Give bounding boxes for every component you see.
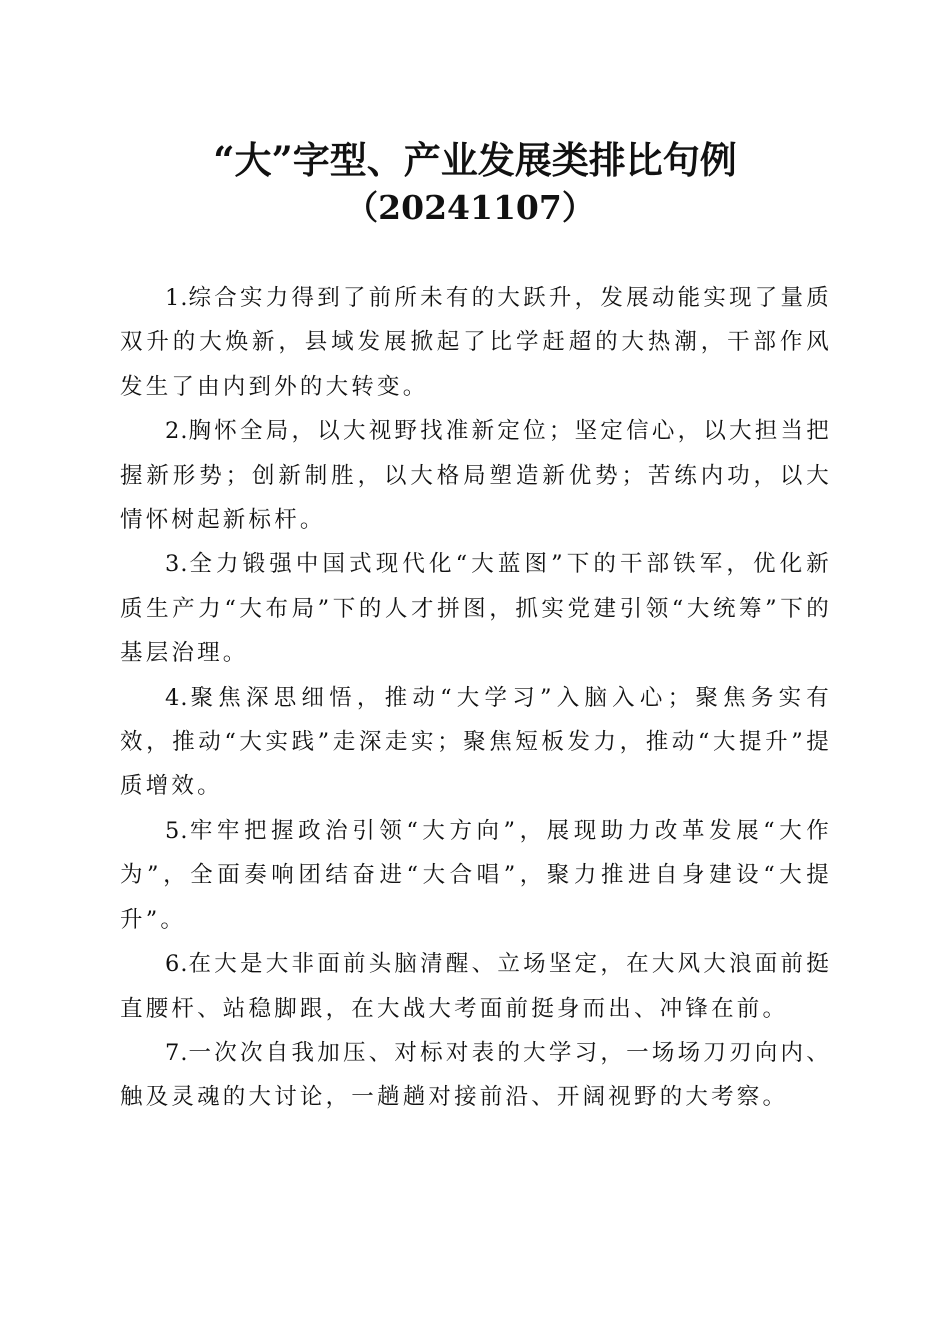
paragraph-number: 5. (165, 817, 189, 844)
paragraph-6 (120, 942, 832, 1031)
paragraph-text: 全力锻强中国式现代化“大蓝图”下的干部铁军，优化新质生产力“大布局”下的人才拼图，抓实党建引领“大统筹”下的基层治理。 (120, 551, 832, 667)
paragraph-text: 一次次自我加压、对标对表的大学习，一场场刀刃向内、触及灵魂的大讨论，一趟趟对接前沿、开阔视野的大考察。 (120, 1039, 832, 1111)
paragraph-4 (120, 676, 832, 809)
paragraph-text: 牢牢把握政治引领“大方向”，展现助力改革发展“大作为”，全面奏响团结奋进“大合唱”，聚力推进自身建设“大提升”。 (120, 817, 832, 933)
paragraph-number: 1. (165, 285, 189, 311)
document-body (120, 276, 832, 1120)
paragraph-2 (120, 409, 832, 542)
paragraph-3 (120, 542, 832, 675)
paragraph-text: 聚焦深思细悟，推动“大学习”入脑入心；聚焦务实有效，推动“大实践”走深走实；聚焦短板发力，推动“大提升”提质增效。 (120, 684, 832, 800)
paragraph-1 (120, 276, 832, 409)
document-date: （20241107） (345, 188, 595, 227)
title-block (0, 136, 950, 230)
document-title: “大”字型、产业发展类排比句例 (213, 138, 737, 182)
paragraph-7 (120, 1031, 832, 1120)
paragraph-5 (120, 809, 832, 942)
paragraph-number: 4. (165, 684, 189, 711)
paragraph-text: 胸怀全局，以大视野找准新定位；坚定信心，以大担当把握新形势；创新制胜，以大格局塑造新优势；苦练内功，以大情怀树起新标杆。 (120, 418, 832, 534)
paragraph-number: 7. (165, 1039, 189, 1066)
paragraph-number: 3. (165, 551, 189, 578)
paragraph-number: 6. (165, 951, 189, 978)
paragraph-text: 综合实力得到了前所未有的大跃升，发展动能实现了量质双升的大焕新，县域发展掀起了比学赶超的大热潮，干部作风发生了由内到外的大转变。 (120, 285, 832, 400)
paragraph-number: 2. (165, 418, 189, 445)
paragraph-text: 在大是大非面前头脑清醒、立场坚定，在大风大浪面前挺直腰杆、站稳脚跟，在大战大考面前挺身而出、冲锋在前。 (120, 951, 832, 1022)
